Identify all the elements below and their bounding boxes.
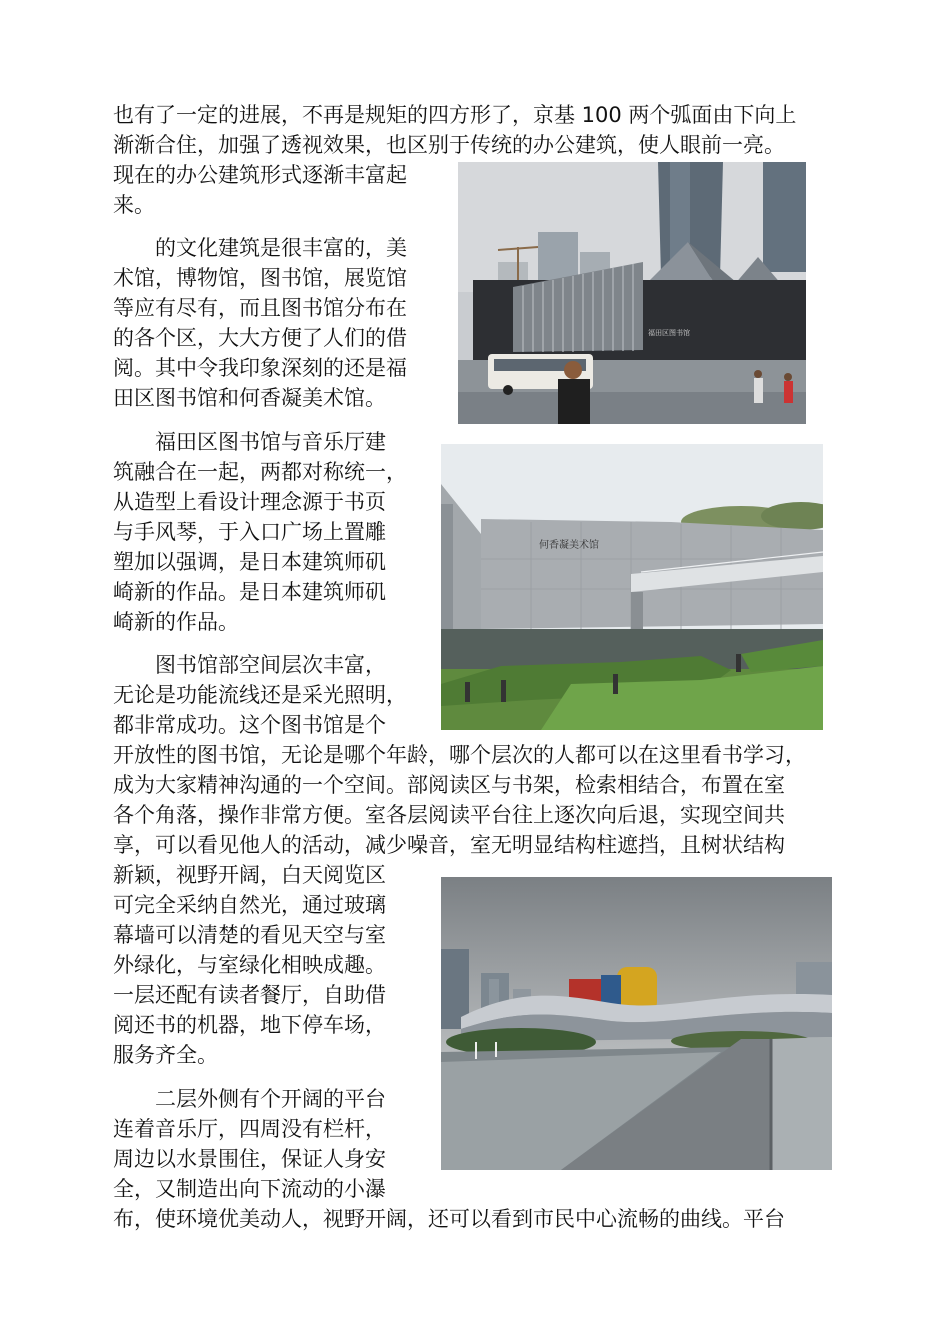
text-line: 连着音乐厅，四周没有栏杆， [113,1117,386,1141]
text-line: 筑融合在一起，两都对称统一， [113,460,407,484]
text-line: 成为大家精神沟通的一个空间。部阅读区与书架，检索相结合，布置在室 [113,773,785,797]
text-line: 等应有尽有，而且图书馆分布在 [113,296,407,320]
text-line: 二层外侧有个开阔的平台 [113,1087,386,1111]
text-line: 田区图书馆和何香凝美术馆。 [113,386,386,410]
text-line: 服务齐全。 [113,1043,218,1067]
text-line: 的各个区，大大方便了人们的借 [113,326,407,350]
text-line: 来。 [113,193,155,217]
text-line: 阅还书的机器，地下停车场， [113,1013,386,1037]
text-line: 阅。其中令我印象深刻的还是福 [113,356,407,380]
text-line: 现在的办公建筑形式逐渐丰富起 [113,163,407,187]
library-photo [458,162,806,424]
text-line: 新颖，视野开阔，白天阅览区 [113,863,386,887]
text-line: 享，可以看见他人的活动，减少噪音，室无明显结构柱遮挡，且树状结构 [113,833,785,857]
text-line: 幕墙可以清楚的看见天空与室 [113,923,386,947]
library-sign: 福田区图书馆 [648,329,690,337]
text-line: 布，使环境优美动人，视野开阔，还可以看到市民中心流畅的曲线。平台 [113,1207,785,1231]
text-line: 崎新的作品。 [113,610,239,634]
text-line: 都非常成功。这个图书馆是个 [113,713,386,737]
text-line: 各个角落，操作非常方便。室各层阅读平台往上逐次向后退，实现空间共 [113,803,785,827]
text-line: 术馆，博物馆，图书馆，展览馆 [113,266,407,290]
text-line: 可完全采纳自然光，通过玻璃 [113,893,386,917]
museum-sign: 何香凝美术馆 [539,540,599,551]
text-line: 福田区图书馆与音乐厅建 [113,430,386,454]
text-line: 全，又制造出向下流动的小瀑 [113,1177,386,1201]
text-line: 渐渐合住，加强了透视效果，也区别于传统的办公建筑，使人眼前一亮。 [113,133,785,157]
text-line: 崎新的作品。是日本建筑师矶 [113,580,386,604]
text-line: 外绿化，与室绿化相映成趣。 [113,953,386,977]
text-line: 一层还配有读者餐厅，自助借 [113,983,386,1007]
civic-center-photo [441,877,832,1170]
text-line: 塑加以强调，是日本建筑师矶 [113,550,386,574]
text-line: 开放性的图书馆，无论是哪个年龄，哪个层次的人都可以在这里看书学习， [113,743,806,767]
text-line: 周边以水景围住，保证人身安 [113,1147,386,1171]
text-line: 图书馆部空间层次丰富， [113,653,386,677]
museum-photo [441,444,823,730]
text-line: 的文化建筑是很丰富的，美 [113,236,407,260]
text-line: 与手风琴，于入口广场上置雕 [113,520,386,544]
text-line: 无论是功能流线还是采光照明， [113,683,407,707]
text-line: 从造型上看设计理念源于书页 [113,490,386,514]
text-line: 也有了一定的进展，不再是规矩的四方形了，京基 100 两个弧面由下向上 [113,103,797,127]
